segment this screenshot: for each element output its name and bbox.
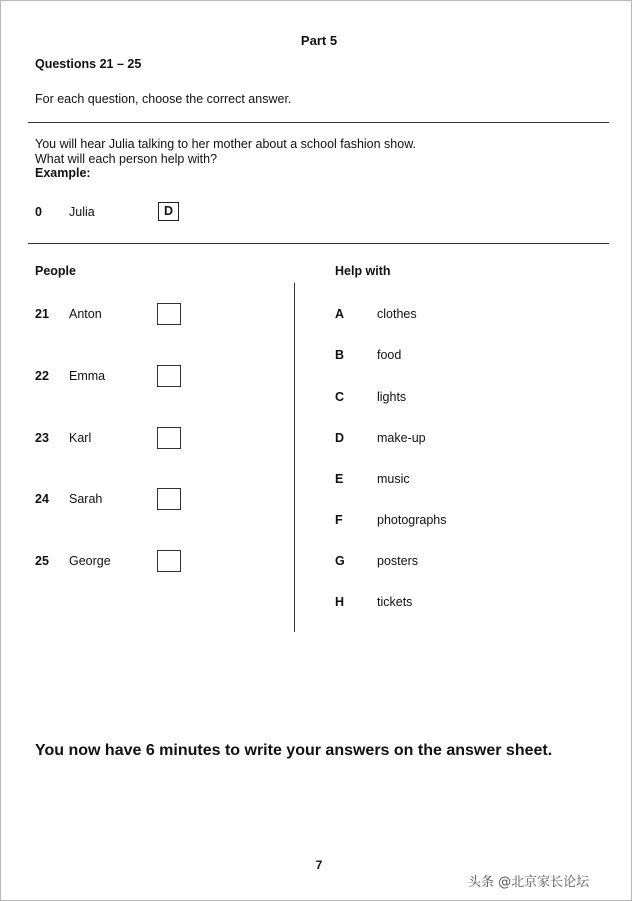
- question-number: 25: [35, 554, 49, 568]
- option-text: music: [377, 472, 410, 486]
- option-text: photographs: [377, 513, 447, 527]
- people-heading: People: [35, 264, 76, 278]
- watermark: 头条 @北京家长论坛: [468, 875, 590, 890]
- answer-box-22[interactable]: [157, 365, 181, 387]
- person-name: Sarah: [69, 492, 103, 506]
- answer-box-24[interactable]: [157, 488, 181, 510]
- intro-line-2: What will each person help with?: [35, 152, 218, 166]
- question-number: 22: [35, 369, 49, 383]
- person-name: George: [69, 554, 111, 568]
- option-letter: B: [335, 348, 345, 362]
- option-text: lights: [377, 390, 407, 404]
- option-letter: A: [335, 307, 345, 321]
- option-letter: C: [335, 390, 345, 404]
- final-instruction: You now have 6 minutes to write your answers on the answer sheet.: [35, 742, 553, 759]
- answer-box-21[interactable]: [157, 303, 181, 325]
- person-name: Emma: [69, 369, 106, 383]
- answer-box-25[interactable]: [157, 550, 181, 572]
- option-text: food: [377, 348, 402, 362]
- example-number: 0: [35, 205, 42, 219]
- person-name: Karl: [69, 431, 92, 445]
- column-divider: [294, 283, 295, 632]
- person-name: Anton: [69, 307, 102, 321]
- option-letter: E: [335, 472, 344, 486]
- answer-box-23[interactable]: [157, 427, 181, 449]
- option-text: make-up: [377, 431, 426, 445]
- intro-line-1: You will hear Julia talking to her mother about a school fashion show.: [35, 137, 417, 151]
- questions-heading: Questions 21 – 25: [35, 57, 142, 71]
- instruction-text: For each question, choose the correct answer.: [35, 92, 292, 106]
- option-text: posters: [377, 554, 418, 568]
- top-divider: [28, 122, 609, 123]
- option-text: tickets: [377, 595, 413, 609]
- example-answer-box: D: [158, 202, 179, 221]
- question-number: 23: [35, 431, 49, 445]
- option-letter: F: [335, 513, 343, 527]
- example-name: Julia: [69, 205, 95, 219]
- question-number: 21: [35, 307, 49, 321]
- help-with-heading: Help with: [335, 264, 391, 278]
- page-number: 7: [315, 858, 323, 872]
- option-letter: D: [335, 431, 345, 445]
- example-label: Example:: [35, 166, 91, 180]
- part-title: Part 5: [300, 33, 338, 48]
- option-letter: H: [335, 595, 345, 609]
- option-text: clothes: [377, 307, 417, 321]
- option-letter: G: [335, 554, 345, 568]
- middle-divider: [28, 243, 609, 244]
- question-number: 24: [35, 492, 49, 506]
